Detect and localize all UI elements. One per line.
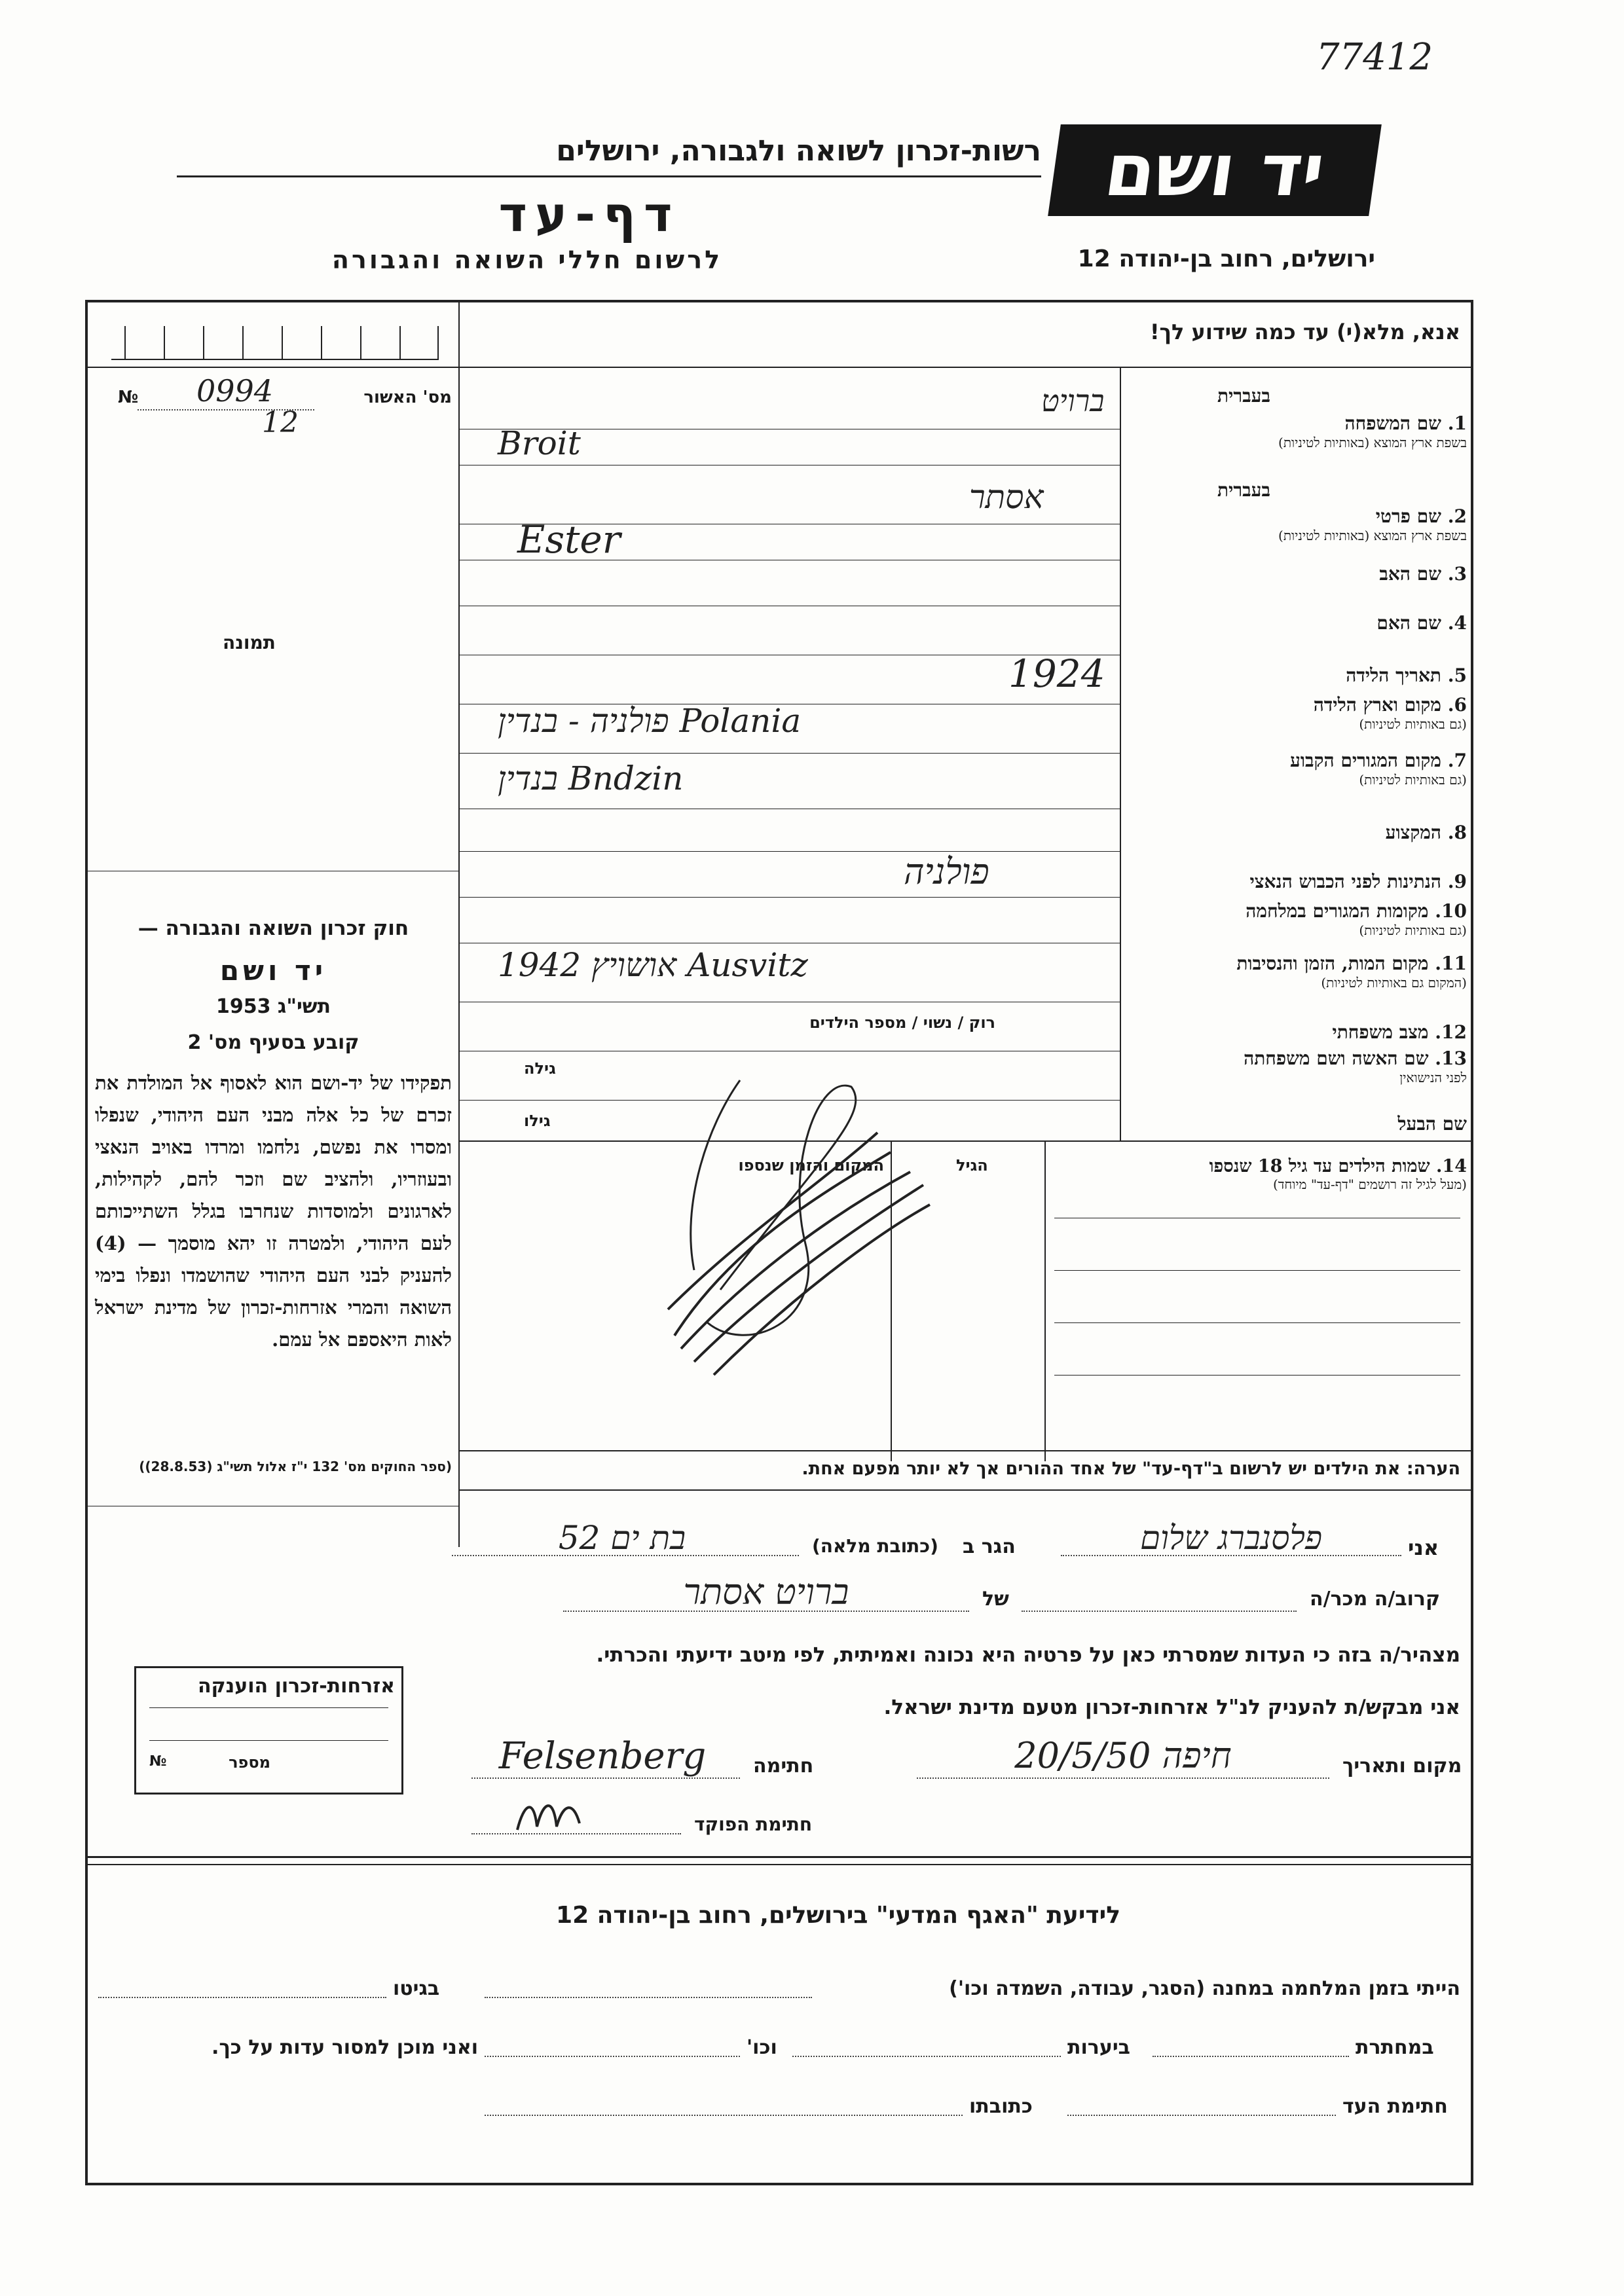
header-rule bbox=[177, 175, 1041, 177]
statement-text: מצהיר/ה בזה כי העדות שמסרתי כאן על פרטיה היא נכונה ואמיתית, לפי מיטב ידיעתי והכרתי. bbox=[596, 1643, 1460, 1667]
relation-person: ברויט אסתר bbox=[683, 1571, 849, 1613]
death-place-value: אושויץ 1942 Ausvitz bbox=[498, 946, 808, 984]
address-line: ירושלים, רחוב בן-יהודה 12 bbox=[1077, 246, 1375, 272]
underground-line bbox=[1153, 2056, 1349, 2057]
data-line bbox=[458, 753, 1120, 754]
law-name: יד ושם bbox=[219, 955, 327, 987]
signature-label: חתימה bbox=[753, 1755, 814, 1777]
number-sign: № bbox=[118, 388, 139, 407]
stamp-title: אזרחות-זכרון הוענקה bbox=[197, 1675, 395, 1698]
children-line bbox=[1054, 1270, 1460, 1271]
bottom-section-rule bbox=[85, 1856, 1473, 1858]
intro-text: אנא, מלא(י) עד כמה שידוע לך! bbox=[1149, 319, 1460, 344]
firstname-latin-value: Ester bbox=[517, 517, 621, 562]
children-divider bbox=[1044, 1140, 1046, 1461]
etc-label: וכו' bbox=[747, 2036, 777, 2059]
approval-line bbox=[138, 409, 314, 410]
officer-initials bbox=[511, 1791, 589, 1843]
place-date-line bbox=[917, 1777, 1329, 1779]
signature-value: Felsenberg bbox=[498, 1735, 707, 1777]
data-line bbox=[458, 851, 1120, 852]
witness-signature-line bbox=[1067, 2115, 1336, 2116]
place-date-label: מקום ותאריך bbox=[1342, 1755, 1462, 1777]
field-11-label: 11. מקום המות, הזמן והנסיבות (המקום גם באותיות לטיניות) bbox=[1236, 953, 1467, 991]
address-label: (כתובת מלאה) bbox=[812, 1535, 938, 1557]
stamp-number-label: מספר bbox=[229, 1753, 270, 1772]
camp-line bbox=[485, 1997, 812, 1998]
ghetto-label: בגיטו bbox=[393, 1977, 440, 2000]
data-line bbox=[458, 897, 1120, 898]
underground-label: במחתרת bbox=[1356, 2036, 1434, 2059]
approval-suffix: 12 bbox=[262, 406, 299, 439]
relation-label: קרוב/ה מכר/ה bbox=[1310, 1588, 1441, 1611]
surname-hebrew-value: ברויט bbox=[1041, 383, 1105, 418]
bottom-section-rule-2 bbox=[85, 1864, 1473, 1865]
resides-label: הגר ב bbox=[963, 1535, 1016, 1558]
children-line bbox=[1054, 1375, 1460, 1376]
fields-bottom-rule bbox=[458, 1140, 1473, 1142]
label-column-divider bbox=[1120, 367, 1121, 1140]
ghetto-line bbox=[98, 1997, 386, 1998]
request-text: אני מבקש/ת להעניק לנ"ל אזרחות-זכרון מטעם מדינת ישראל. bbox=[883, 1696, 1460, 1719]
declarant-line bbox=[1061, 1555, 1401, 1556]
note-top-rule bbox=[458, 1450, 1473, 1451]
field-8-label: 8. המקצוע bbox=[1385, 822, 1467, 843]
officer-signature-label: חתימת הפוקד bbox=[694, 1813, 813, 1835]
declarant-i-label: אני bbox=[1408, 1535, 1439, 1560]
field-2-label: 2. שם פרטי בשפת ארץ המוצא (באותיות לטיניות) bbox=[1278, 505, 1467, 543]
firstname-hebrew-value: אסתר bbox=[969, 478, 1044, 516]
marital-status-options: רוק / נשוי / מספר הילדים bbox=[809, 1013, 995, 1032]
law-title: חוק זכרון השואה והגבורה — bbox=[138, 917, 409, 940]
form-subtitle: לרשום חללי השואה והגבורה bbox=[331, 246, 723, 274]
archive-number: 77412 bbox=[1316, 36, 1433, 79]
field-9-label: 9. הנתינות לפני הכבוש הנאצי bbox=[1249, 871, 1467, 892]
address-line bbox=[452, 1555, 799, 1556]
field-3-label: 3. שם האב bbox=[1379, 563, 1467, 585]
field-5-label: 5. תאריך הלידה bbox=[1346, 665, 1467, 686]
law-clause: קובע בסעיף מס' 2 bbox=[187, 1031, 360, 1054]
nationality-value: פולניה bbox=[904, 851, 989, 892]
law-year: תשי"ג 1953 bbox=[215, 995, 331, 1018]
left-column-divider bbox=[458, 300, 460, 1547]
birth-place-value: פולניה - בנדין Polania bbox=[498, 702, 802, 740]
stamp-line bbox=[149, 1707, 388, 1708]
children-place-column: המקום והזמן שנספו bbox=[738, 1156, 884, 1175]
wife-age-label: גילה bbox=[524, 1059, 556, 1078]
form-title: דף-עד bbox=[498, 187, 680, 243]
signature-line bbox=[471, 1777, 740, 1779]
forests-line bbox=[792, 2056, 1061, 2057]
approval-number: 0994 bbox=[196, 373, 274, 409]
witness-signature-label: חתימת העד bbox=[1342, 2095, 1448, 2118]
camp-line-text: הייתי בזמן המלחמה במחנה (הסגר, עבודה, השמדה וכו') bbox=[949, 1977, 1460, 2000]
residence-value: בנדין Bndzin bbox=[498, 759, 684, 797]
field-10-label: 10. מקומות המגורים במלחמה (גם באותיות לטיניות) bbox=[1246, 900, 1467, 938]
stamp-line bbox=[149, 1740, 388, 1741]
witness-address-label: כתובתו bbox=[969, 2095, 1033, 2118]
citizenship-stamp-box bbox=[134, 1666, 403, 1795]
relation-person-line bbox=[563, 1611, 969, 1612]
place-date-value: חיפה 20/5/50 bbox=[1014, 1735, 1232, 1776]
declarant-address: בת ים 52 bbox=[558, 1519, 686, 1557]
note-line: הערה: את הילדים יש לרשום ב"דף-עד" של אחד ההורים אך לא יותר מפעם אחת. bbox=[802, 1459, 1460, 1479]
tick-boxes bbox=[111, 313, 439, 360]
field-12-label: 12. מצב משפחתי bbox=[1332, 1021, 1467, 1043]
field-1-label: 1. שם המשפחה בשפת ארץ המוצא (באותיות לטיניות) bbox=[1278, 412, 1467, 450]
of-label: של bbox=[982, 1588, 1009, 1611]
stamp-number-sign: № bbox=[149, 1753, 167, 1770]
etc-line bbox=[485, 2056, 740, 2057]
ready-to-testify: ואני מוכן למסור עדות על כך. bbox=[212, 2036, 478, 2059]
photo-label: תמונה bbox=[223, 632, 276, 653]
yad-vashem-logo: יד ושם bbox=[1048, 124, 1382, 216]
law-body: תפקידו של יד-ושם הוא לאסוף אל המולדת את זכרם של כל אלה מבני העם היהודי, שנפלו ומסרו את נפשם, נלחמו ומרדו באויב הנאצי ובעוזריו, ולהציב שם וזכר להם, לקהילות, לארגונים ולמוסדות שנחרבו בגלל השתייכותם לעם היהודי, ולמטרה זו יהא מוסמך — (4) להעניק לבני העם היהודי שהושמדו ונפלו בימי השואה והמרי אזרחות-זכרון של מדינת ישראל לאות היאספם אל עמם. bbox=[95, 1072, 452, 1351]
husband-name-label: שם הבעל bbox=[1397, 1113, 1467, 1135]
field-6-label: 6. מקום וארץ הלידה (גם באותיות לטיניות) bbox=[1313, 694, 1467, 732]
law-source: (ספר החוקים מס' 132 י"ז אלול תשי"ג (28.8.53)) bbox=[139, 1459, 452, 1474]
field-labels bbox=[1123, 367, 1467, 1139]
surname-latin-value: Broit bbox=[498, 424, 581, 462]
forests-label: ביערות bbox=[1067, 2036, 1130, 2059]
approval-label: מס' האשור bbox=[363, 388, 452, 407]
field-14-label: 14. שמות הילדים עד גיל 18 שנספו (מעל לגיל זה רושמים "דף-עד" מיוחד) bbox=[1209, 1156, 1467, 1192]
witness-address-line bbox=[485, 2115, 963, 2116]
authority-line: רשות-זכרון לשואה ולגבורה, ירושלים bbox=[556, 134, 1041, 168]
husband-age-label: גילו bbox=[524, 1112, 551, 1130]
note-bottom-rule bbox=[458, 1489, 1473, 1491]
children-line bbox=[1054, 1322, 1460, 1323]
birth-date-value: 1924 bbox=[1008, 651, 1105, 696]
field-4-label: 4. שם האם bbox=[1376, 612, 1467, 634]
field-13-label: 13. שם האשה ושם משפחתה לפני הנישואין bbox=[1244, 1048, 1467, 1085]
strikeout-scribble bbox=[655, 1074, 936, 1388]
children-age-column: הגיל bbox=[956, 1156, 988, 1175]
declarant-name: פלסנברג שלום bbox=[1139, 1519, 1323, 1557]
hebrew-tag-2: בעברית bbox=[1217, 479, 1270, 501]
hebrew-tag-1: בעברית bbox=[1217, 385, 1270, 407]
relation-line bbox=[1022, 1611, 1297, 1612]
field-7-label: 7. מקום המגורים הקבוע (גם באותיות לטיניות) bbox=[1290, 750, 1467, 788]
bottom-heading: לידיעת "האגף המדעי" בירושלים, רחוב בן-יהודה 12 bbox=[556, 1902, 1120, 1929]
